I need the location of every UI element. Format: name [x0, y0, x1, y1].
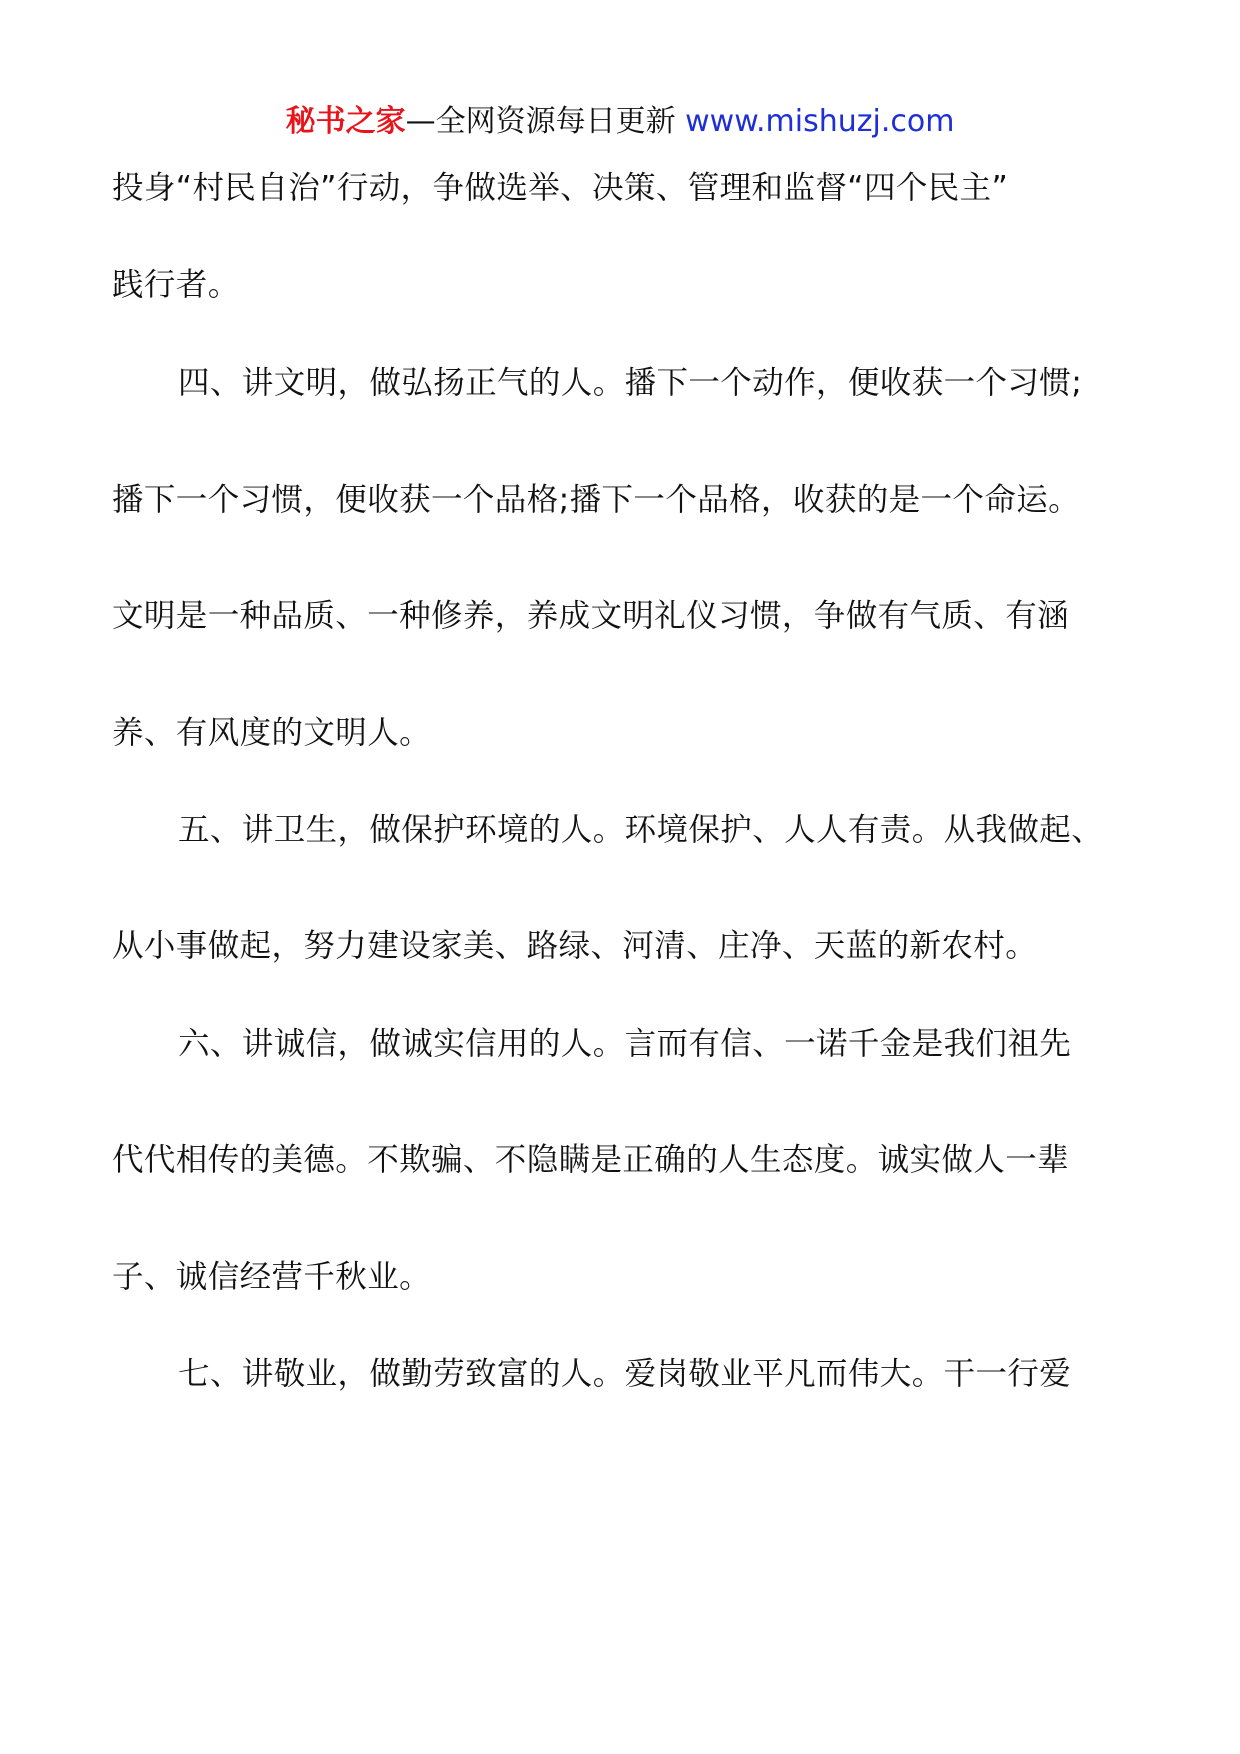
paragraph-heading-4: 四、讲文明，做弘扬正气的人。播下一个动作，便收获一个习惯;: [178, 365, 1083, 401]
text-line: 践行者。: [112, 267, 240, 303]
paragraph-heading-6: 六、讲诚信，做诚实信用的人。言而有信、一诺千金是我们祖先: [178, 1026, 1072, 1062]
brand-name: 秘书之家: [285, 104, 406, 139]
header-tagline: —全网资源每日更新: [405, 104, 686, 139]
text-line: 代代相传的美德。不欺骗、不隐瞒是正确的人生态度。诚实做人一辈: [112, 1142, 1070, 1178]
text-line: 投身“村民自治”行动，争做选举、决策、管理和监督“四个民主”: [112, 170, 1009, 206]
paragraph-heading-7: 七、讲敬业，做勤劳致富的人。爱岗敬业平凡而伟大。干一行爱: [178, 1356, 1072, 1392]
page-header: [0, 100, 1240, 144]
paragraph-heading-5: 五、讲卫生，做保护环境的人。环境保护、人人有责。从我做起、: [178, 812, 1104, 848]
text-line: 从小事做起，努力建设家美、路绿、河清、庄净、天蓝的新农村。: [112, 928, 1038, 964]
site-url[interactable]: www.mishuzj.com: [685, 104, 955, 139]
text-line: 播下一个习惯，便收获一个品格;播下一个品格，收获的是一个命运。: [112, 482, 1081, 518]
text-line: 子、诚信经营千秋业。: [112, 1259, 432, 1295]
text-line: 养、有风度的文明人。: [112, 715, 432, 751]
text-line: 文明是一种品质、一种修养，养成文明礼仪习惯，争做有气质、有涵: [112, 598, 1070, 634]
